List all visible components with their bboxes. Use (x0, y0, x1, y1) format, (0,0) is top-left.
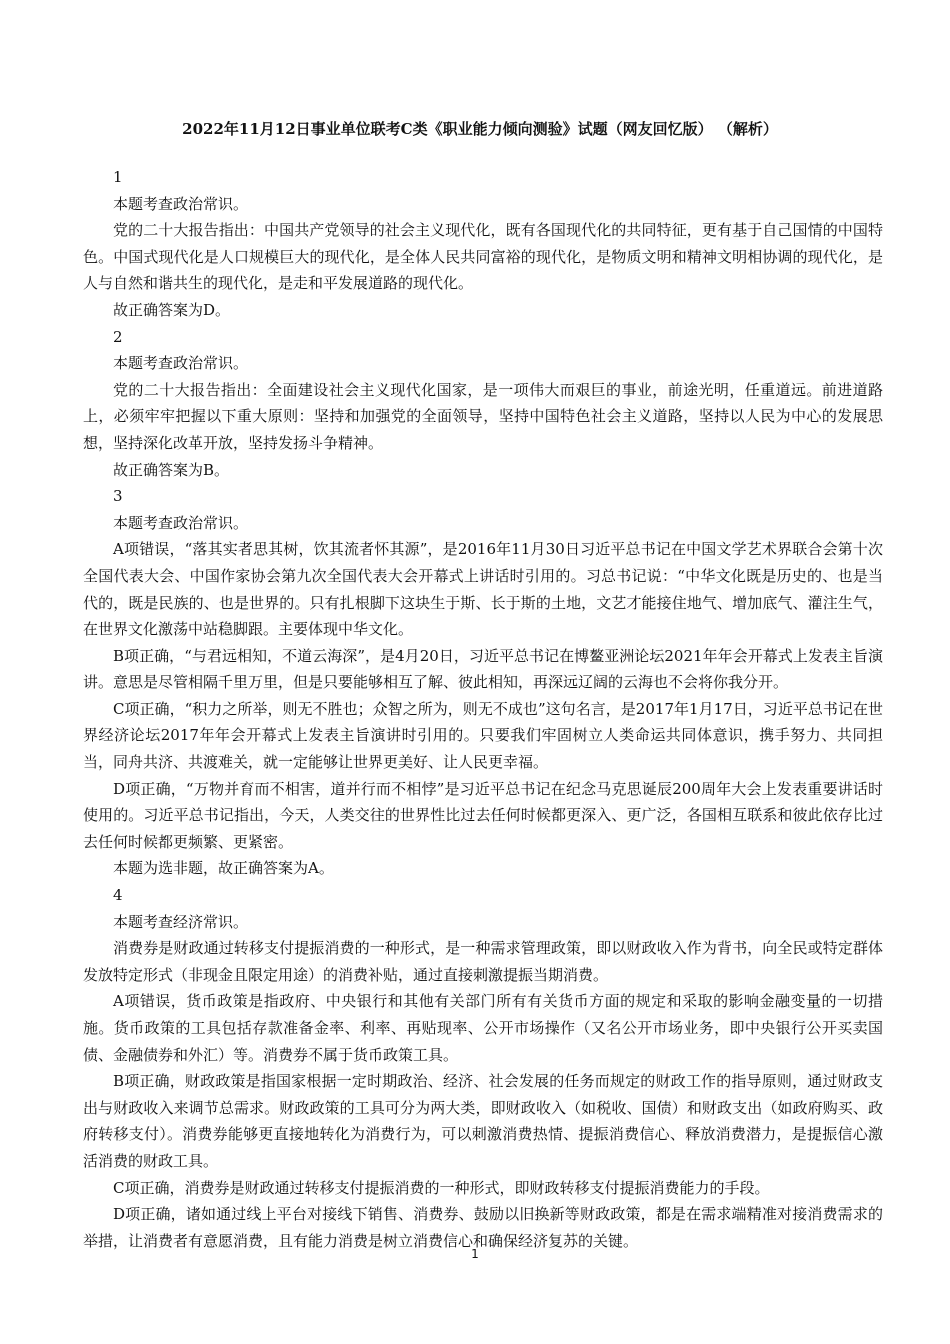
paragraph: 本题考查政治常识。 (113, 194, 249, 213)
paragraph: B项正确，财政政策是指国家根据一定时期政治、经济、社会发展的任务而规定的财政工作的指导原则，通过财政支出与财政收入来调节总需求。财政政策的工具可分为两大类，即财政收入（如税收、国债）和财政支出（如政府购买、政府转移支付）。消费券能够更直接地转化为消费行为，可以刺激消费热情、提振消费信心、释放消费潜力，是提振信心激活消费的财政工具。 (83, 1072, 883, 1170)
paragraph: 故正确答案为B。 (113, 460, 230, 479)
paragraph: D项正确，诸如通过线上平台对接线下销售、消费券、鼓励以旧换新等财政政策，都是在需求端精准对接消费需求的举措，让消费者有意愿消费，且有能力消费是树立消费信心和确保经济复苏的关键。 (83, 1205, 883, 1250)
document-body (83, 164, 883, 1254)
paragraph: 本题为选非题，故正确答案为A。 (113, 859, 334, 878)
paragraph: 党的二十大报告指出：全面建设社会主义现代化国家，是一项伟大而艰巨的事业，前途光明，任重道远。前进道路上，必须牢牢把握以下重大原则：坚持和加强党的全面领导，坚持中国特色社会主义道路，坚持以人民为中心的发展思想，坚持深化改革开放，坚持发扬斗争精神。 (83, 380, 883, 452)
paragraph: A项错误，“落其实者思其树，饮其流者怀其源”，是2016年11月30日习近平总书记在中国文学艺术界联合会第十次全国代表大会、中国作家协会第九次全国代表大会开幕式上讲话时引用的。习总书记说：“中华文化既是历史的、也是当代的，既是民族的、也是世界的。只有扎根脚下这块生于斯、长于斯的土地，文艺才能接住地气、增加底气、灌注生气，在世界文化激荡中站稳脚跟。主要体现中华文化。 (83, 540, 883, 639)
paragraph: A项错误，货币政策是指政府、中央银行和其他有关部门所有有关货币方面的规定和采取的影响金融变量的一切措施。货币政策的工具包括存款准备金率、利率、再贴现率、公开市场操作（又名公开市场业务，即中央银行公开买卖国债、金融债券和外汇）等。消费券不属于货币政策工具。 (83, 992, 883, 1064)
page-number: 1 (471, 1247, 479, 1261)
paragraph: 本题考查政治常识。 (113, 513, 249, 532)
page-title: 2022年11月12日事业单位联考C类《职业能力倾向测验》试题（网友回忆版） （解析） (182, 120, 778, 138)
paragraph: 故正确答案为D。 (113, 300, 231, 319)
paragraph: C项正确，“积力之所举，则无不胜也；众智之所为，则无不成也”这句名言，是2017年1月17日，习近平总书记在世界经济论坛2017年年会开幕式上发表主旨演讲时引用的。只要我们牢固树立人类命运共同体意识，携手努力、共同担当，同舟共济、共渡难关，就一定能够让世界更美好、让人民更幸福。 (83, 699, 883, 772)
paragraph: 消费券是财政通过转移支付提振消费的一种形式，是一种需求管理政策，即以财政收入作为背书，向全民或特定群体发放特定形式（非现金且限定用途）的消费补贴，通过直接刺激提振当期消费。 (83, 939, 883, 984)
question-number: 1 (113, 168, 123, 186)
paragraph: 党的二十大报告指出：中国共产党领导的社会主义现代化，既有各国现代化的共同特征，更有基于自己国情的中国特色。中国式现代化是人口规模巨大的现代化，是全体人民共同富裕的现代化，是物质文明和精神文明相协调的现代化，是人与自然和谐共生的现代化，是走和平发展道路的现代化。 (83, 221, 883, 293)
paragraph: 本题考查经济常识。 (113, 912, 249, 931)
question-number: 4 (113, 886, 123, 905)
paragraph: 本题考查政治常识。 (113, 354, 249, 373)
paragraph: B项正确，“与君远相知，不道云海深”，是4月20日，习近平总书记在博鳌亚洲论坛2021年年会开幕式上发表主旨演讲。意思是尽管相隔千里万里，但是只要能够相互了解、彼此相知，再深远辽阔的云海也不会将你我分开。 (83, 646, 883, 692)
paragraph: D项正确，“万物并育而不相害，道并行而不相悖”是习近平总书记在纪念马克思诞辰200周年大会上发表重要讲话时使用的。习近平总书记指出，今天，人类交往的世界性比过去任何时候都更深入、更广泛，各国相互联系和彼此依存比过去任何时候都更频繁、更紧密。 (83, 779, 883, 851)
question-number: 2 (113, 327, 123, 346)
question-number: 3 (113, 487, 123, 506)
paragraph: C项正确，消费券是财政通过转移支付提振消费的一种形式，即财政转移支付提振消费能力的手段。 (113, 1178, 770, 1197)
